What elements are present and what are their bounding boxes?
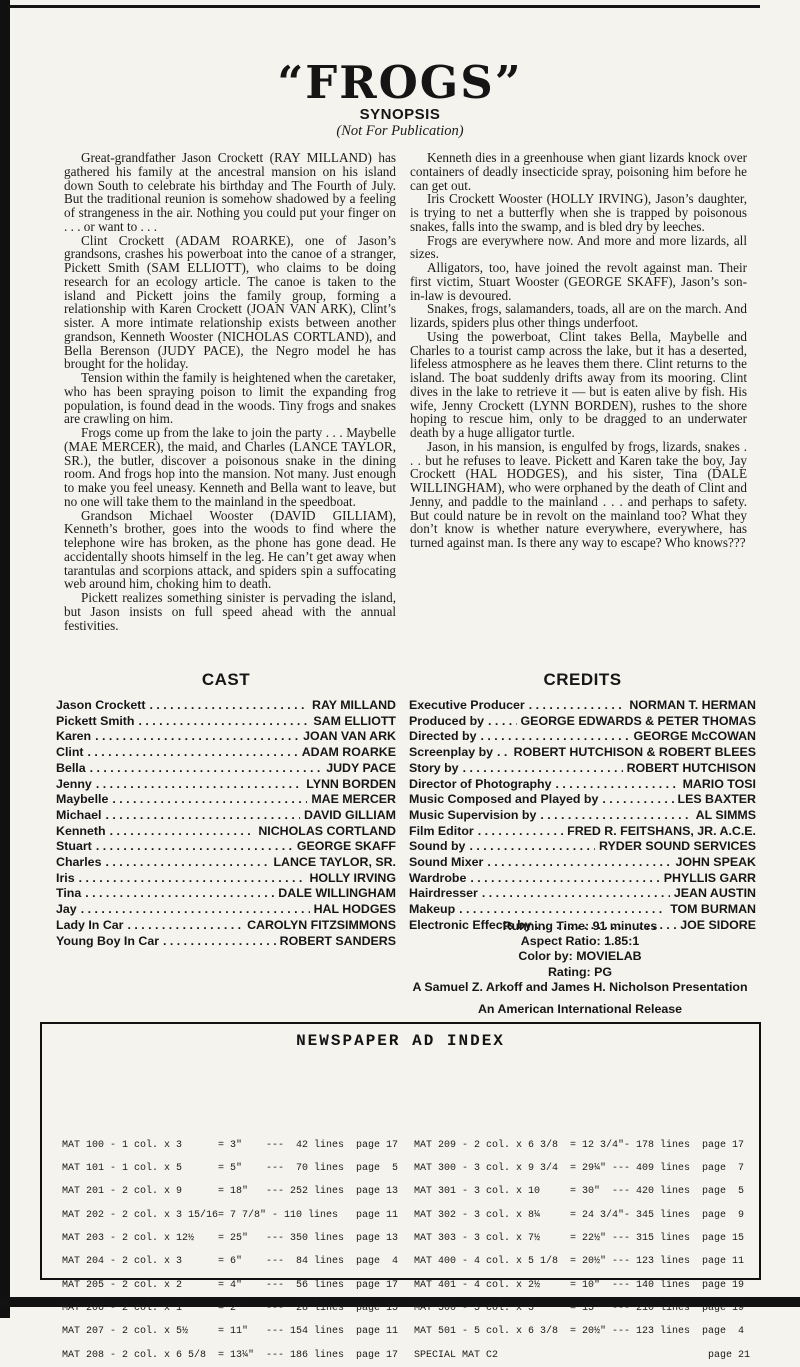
dot-leader bbox=[480, 729, 629, 745]
credit-name: ROBERT HUTCHISON & ROBERT BLEES bbox=[513, 745, 756, 760]
cast-section bbox=[56, 670, 396, 949]
credit-name: JEAN AUSTIN bbox=[673, 886, 756, 901]
ad-index-row: MAT 501 - 5 col. x 6 3/8 = 20½" --- 123 lines page 4 bbox=[414, 1326, 745, 1338]
cast-role: Clint bbox=[56, 745, 84, 760]
cast-role: Karen bbox=[56, 729, 92, 744]
running-time: Running Time: 91 minutes bbox=[502, 919, 658, 933]
credit-name: MARIO TOSI bbox=[682, 776, 756, 791]
synopsis-paragraph: Frogs are everywhere now. And more and more lizards, all sizes. bbox=[410, 232, 747, 262]
credit-role: Sound Mixer bbox=[409, 855, 484, 870]
cast-role: Iris bbox=[56, 870, 75, 885]
ad-index-row: MAT 208 - 2 col. x 6 5/8 = 13¼" --- 186 lines page 17 bbox=[62, 1349, 399, 1361]
cast-row bbox=[56, 934, 396, 950]
cast-actor: DAVID GILLIAM bbox=[303, 807, 396, 822]
scan-edge-left bbox=[0, 0, 10, 1318]
credit-name: GEORGE McCOWAN bbox=[633, 729, 756, 744]
credit-row bbox=[409, 729, 756, 745]
synopsis-note: (Not For Publication) bbox=[336, 123, 464, 139]
synopsis-paragraph: Jason, in his mansion, is engulfed by frogs, lizards, snakes . . . but he refuses to leave. Pickett and Karen take the boy, Jay Crockett (HAL HODGES), and his sister, Tina (DALE WILLINGHAM), who were orphaned by the death of Clint and Jenny, and paddle to the mainland . . . and perhaps to safety. But could nature be in revolt on the mainland too? What they don’t know is whether nature everywhere, everywhere, has turned against man. Is there any way to escape? Who knows??? bbox=[410, 438, 747, 550]
newspaper-ad-index-box bbox=[40, 1022, 761, 1361]
credit-role: Sound by bbox=[409, 839, 466, 854]
cast-role: Kenneth bbox=[56, 823, 106, 838]
cast-actor: LANCE TAYLOR, SR. bbox=[273, 855, 396, 870]
cast-row bbox=[56, 886, 396, 902]
cast-actor: LYNN BORDEN bbox=[306, 776, 396, 791]
cast-heading: CAST bbox=[201, 670, 251, 689]
cast-actor: GEORGE SKAFF bbox=[296, 839, 396, 854]
cast-role: Jason Crockett bbox=[56, 698, 146, 712]
cast-actor: MAE MERCER bbox=[311, 792, 396, 807]
dot-leader bbox=[90, 761, 323, 777]
ad-index-row: MAT 300 - 3 col. x 9 3/4 = 29¼" --- 409 lines page 7 bbox=[414, 1163, 745, 1175]
dot-leader bbox=[127, 918, 243, 934]
credit-name: ROBERT HUTCHISON bbox=[626, 760, 756, 775]
cast-row bbox=[56, 902, 396, 918]
cast-row bbox=[56, 855, 396, 871]
dot-leader bbox=[79, 871, 306, 887]
dot-leader bbox=[95, 729, 299, 745]
synopsis-paragraph: Snakes, frogs, salamanders, toads, all are on the march. And lizards, spiders plus other things underfoot. bbox=[410, 301, 747, 330]
credits-heading: CREDITS bbox=[543, 670, 622, 689]
synopsis-paragraph: Clint Crockett (ADAM ROARKE), one of Jason’s grandsons, crashes his powerboat into the canoe of a stranger, Pickett Smith (SAM ELLIOTT), who claims to be doing research for an ecology article. The canoe is taken to the island and Pickett joins the family group, forming a relationship with Karen Crockett (JOAN VAN ARK), Clint’s sister. A more intimate relationship exists between another grandson, Kenneth Wooster (NICHOLAS CORTLAND), and Bella Berenson (JUDY PACE), the Negro model he has brought for the holiday. bbox=[64, 232, 396, 372]
ad-index-row: MAT 101 - 1 col. x 5 = 5" --- 70 lines page 5 bbox=[62, 1163, 399, 1175]
credit-name: RYDER SOUND SERVICES bbox=[599, 839, 756, 854]
dot-leader bbox=[497, 745, 510, 761]
credit-role: Director of Photography bbox=[409, 776, 552, 791]
credit-name: GEORGE EDWARDS & PETER THOMAS bbox=[520, 713, 756, 728]
ad-index-row: MAT 209 - 2 col. x 6 3/8 = 12 3/4"- 178 lines page 17 bbox=[414, 1139, 745, 1151]
cast-row bbox=[56, 918, 396, 934]
cast-actor: RAY MILLAND bbox=[312, 698, 396, 712]
credit-row bbox=[409, 871, 756, 887]
cast-row bbox=[56, 729, 396, 745]
ad-index-heading: NEWSPAPER AD INDEX bbox=[296, 1032, 505, 1050]
credit-name: JOE SIDORE bbox=[680, 917, 756, 932]
dot-leader bbox=[112, 792, 307, 808]
color-by: Color by: MOVIELAB bbox=[518, 949, 642, 964]
dot-leader bbox=[150, 698, 308, 714]
cast-role: Michael bbox=[56, 807, 102, 822]
ad-index-row: SPECIAL MAT C2 page 21 bbox=[414, 1349, 751, 1361]
cast-actor: NICHOLAS CORTLAND bbox=[258, 823, 396, 838]
synopsis-paragraph: Pickett realizes something sinister is pervading the island, but Jason insists on full speed ahead with the annual festivities. bbox=[64, 590, 396, 633]
dot-leader bbox=[529, 698, 626, 714]
scan-edge-top bbox=[8, 5, 760, 8]
credit-role: Screenplay by bbox=[409, 745, 494, 760]
credit-role: Directed by bbox=[409, 729, 477, 744]
ad-index-row: MAT 205 - 2 col. x 2 = 4" --- 56 lines page 17 bbox=[62, 1279, 399, 1291]
synopsis-heading: SYNOPSIS bbox=[359, 106, 441, 123]
dot-leader bbox=[105, 855, 269, 871]
cast-actor: ADAM ROARKE bbox=[301, 745, 396, 760]
credit-name: AL SIMMS bbox=[695, 807, 756, 822]
credit-role: Music Supervision by bbox=[409, 807, 537, 822]
synopsis-paragraph: Frogs come up from the lake to join the party . . . Maybelle (MAE MERCER), the maid, and Charles (LANCE TAYLOR, SR.), the butler, discover a poisonous snake in the dining room. And frogs hop into the mansion. Not many. Just enough to make you feel uneasy. Kenneth and Bella want to leave, but no one will take them to the mainland in the speedboat. bbox=[64, 425, 396, 509]
cast-actor: DALE WILLINGHAM bbox=[278, 886, 396, 901]
dot-leader bbox=[463, 761, 623, 777]
cast-role: Bella bbox=[56, 760, 86, 775]
credit-row bbox=[409, 792, 756, 808]
synopsis-paragraph: Great-grandfather Jason Crockett (RAY MILLAND) has gathered his family at the ancestral mansion on his island down South to celebrate his birthday and The Fourth of July. But the traditional reunion is somehow shadowed by a feeling of strangeness in the air. Nothing you could put your finger on . . . or want to . . . bbox=[64, 150, 396, 234]
credit-name: FRED R. FEITSHANS, JR. A.C.E. bbox=[567, 823, 756, 838]
credit-row bbox=[409, 902, 756, 918]
synopsis-paragraph: Kenneth dies in a greenhouse when giant lizards knock over containers of deadly insecticide spray, poisoning him before he can get out. bbox=[410, 150, 747, 193]
ad-index-right-column bbox=[414, 1064, 750, 1367]
credit-row bbox=[409, 745, 756, 761]
credit-name: NORMAN T. HERMAN bbox=[629, 698, 756, 712]
credit-role: Hairdresser bbox=[409, 886, 478, 901]
ad-index-row: MAT 206 - 2 col. x 1 = 2" --- 28 lines page 15 bbox=[62, 1302, 399, 1314]
dot-leader bbox=[81, 902, 310, 918]
credit-role: Story by bbox=[409, 760, 459, 775]
credit-name: LES BAXTER bbox=[677, 792, 756, 807]
synopsis-paragraph: Grandson Michael Wooster (DAVID GILLIAM), Kenneth’s brother, goes into the woods to find where the telephone wire has broken, as the phone has gone dead. He accidentally shoots himself in the leg. He can’t get away when tarantulas and scorpions attack, and spiders spin a suffocating web around him, choking him to death. bbox=[64, 507, 396, 592]
credit-row bbox=[409, 855, 756, 871]
dot-leader bbox=[85, 886, 274, 902]
cast-role: Charles bbox=[56, 855, 102, 870]
ad-index-row: MAT 302 - 3 col. x 8¼ = 24 3/4"- 345 lines page 9 bbox=[414, 1209, 745, 1221]
credits-section bbox=[409, 670, 756, 934]
footer-gap bbox=[390, 995, 770, 1002]
cast-actor: ROBERT SANDERS bbox=[279, 933, 396, 948]
cast-role: Tina bbox=[56, 886, 82, 901]
ad-index-row: MAT 203 - 2 col. x 12½ = 25" --- 350 lines page 13 bbox=[62, 1233, 399, 1245]
cast-row bbox=[56, 714, 396, 730]
cast-row bbox=[56, 871, 396, 887]
cast-role: Pickett Smith bbox=[56, 713, 135, 728]
ad-index-row: MAT 207 - 2 col. x 5½ = 11" --- 154 lines page 11 bbox=[62, 1326, 399, 1338]
dot-leader bbox=[556, 777, 679, 793]
cast-row bbox=[56, 761, 396, 777]
credit-role: Executive Producer bbox=[409, 698, 525, 712]
dot-leader bbox=[478, 824, 563, 840]
dot-leader bbox=[88, 745, 298, 761]
cast-role: Jay bbox=[56, 902, 77, 917]
ad-index-row: MAT 100 - 1 col. x 3 = 3" --- 42 lines page 17 bbox=[62, 1139, 399, 1151]
credit-role: Electronic Effects by bbox=[409, 917, 532, 932]
synopsis-paragraph: Using the powerboat, Clint takes Bella, Maybelle and Charles to a tourist camp across the lake, but it has a deserted, lifeless atmosphere as he leaves them there. Clint returns to the island. The boat suddenly drifts away from its mooring. Clint dives in the lake to retrieve it — but is eaten alive by fish. His wife, Jenny Crockett (LYNN BORDEN), rushes to the shore hoping to rescue him, only to be dragged to an underwater death by a huge alligator turtle. bbox=[410, 328, 747, 440]
credits-list bbox=[409, 698, 756, 934]
dot-leader bbox=[96, 777, 302, 793]
rating: Rating: PG bbox=[547, 964, 613, 979]
ad-index-row: MAT 204 - 2 col. x 3 = 6" --- 84 lines page 4 bbox=[62, 1256, 399, 1268]
cast-role: Lady In Car bbox=[56, 917, 124, 932]
cast-row bbox=[56, 792, 396, 808]
dot-leader bbox=[540, 808, 691, 824]
ad-index-row: MAT 301 - 3 col. x 10 = 30" --- 420 lines page 5 bbox=[414, 1186, 745, 1198]
cast-row bbox=[56, 745, 396, 761]
ad-index-row: MAT 500 - 5 col. x 3 = 15" --- 210 lines page 19 bbox=[414, 1302, 745, 1314]
dot-leader bbox=[488, 714, 517, 730]
credit-name: JOHN SPEAK bbox=[675, 855, 756, 870]
dot-leader bbox=[139, 714, 310, 730]
ad-index-row: MAT 201 - 2 col. x 9 = 18" --- 252 lines page 13 bbox=[62, 1186, 399, 1198]
cast-row bbox=[56, 824, 396, 840]
dot-leader bbox=[482, 886, 670, 902]
synopsis-right-column bbox=[410, 151, 747, 550]
dot-leader bbox=[602, 792, 673, 808]
credit-role: Film Editor bbox=[409, 823, 474, 838]
dot-leader bbox=[470, 871, 659, 887]
movie-title: “FROGS” bbox=[277, 56, 523, 109]
dot-leader bbox=[487, 855, 671, 871]
cast-actor: HAL HODGES bbox=[313, 902, 396, 917]
credit-role: Music Composed and Played by bbox=[409, 792, 599, 807]
ad-index-row: MAT 401 - 4 col. x 2½ = 10" --- 140 lines page 19 bbox=[414, 1279, 745, 1291]
credit-row bbox=[409, 714, 756, 730]
credit-row bbox=[409, 839, 756, 855]
release-line: An American International Release bbox=[477, 1002, 683, 1017]
ad-index-left-column bbox=[62, 1064, 398, 1367]
dot-leader bbox=[163, 934, 276, 950]
credit-name: PHYLLIS GARR bbox=[663, 870, 756, 885]
cast-list bbox=[56, 698, 396, 949]
credit-row bbox=[409, 698, 756, 714]
aspect-ratio: Aspect Ratio: 1.85:1 bbox=[520, 934, 640, 949]
credit-role: Makeup bbox=[409, 902, 456, 917]
cast-row bbox=[56, 777, 396, 793]
cast-actor: JOAN VAN ARK bbox=[303, 729, 396, 744]
cast-row bbox=[56, 698, 396, 714]
dot-leader bbox=[96, 839, 293, 855]
credits-footer bbox=[390, 919, 770, 1017]
cast-role: Stuart bbox=[56, 839, 92, 854]
credit-row bbox=[409, 777, 756, 793]
presentation-line: A Samuel Z. Arkoff and James H. Nicholson Presentation bbox=[412, 979, 748, 994]
synopsis-paragraph: Alligators, too, have joined the revolt against man. Their first victim, Stuart Wooster (GEORGE SKAFF), Jason’s son-in-law is devoured. bbox=[410, 260, 747, 303]
ad-index-row: MAT 202 - 2 col. x 3 15/16= 7 7/8" - 110 lines page 11 bbox=[62, 1209, 399, 1221]
credit-row bbox=[409, 761, 756, 777]
synopsis-left-column bbox=[64, 151, 396, 632]
dot-leader bbox=[105, 808, 300, 824]
ad-index-row: MAT 303 - 3 col. x 7½ = 22½" --- 315 lines page 15 bbox=[414, 1233, 745, 1245]
cast-role: Jenny bbox=[56, 776, 92, 791]
cast-row bbox=[56, 808, 396, 824]
cast-role: Young Boy In Car bbox=[56, 933, 160, 948]
cast-row bbox=[56, 839, 396, 855]
cast-role: Maybelle bbox=[56, 792, 109, 807]
dot-leader bbox=[110, 824, 255, 840]
synopsis-paragraph: Tension within the family is heightened when the caretaker, who has been spraying poison to limit the expanding frog population, is found dead in the woods. Tiny frogs and snakes are crawling on him. bbox=[64, 370, 396, 427]
credit-role: Wardrobe bbox=[409, 870, 467, 885]
synopsis-paragraph: Iris Crockett Wooster (HOLLY IRVING), Jason’s daughter, is trying to net a butterfly when she is trapped by poisonous snakes, falls into the swamp, and is bled dry by leeches. bbox=[410, 191, 747, 234]
credit-row bbox=[409, 824, 756, 840]
cast-actor: JUDY PACE bbox=[326, 760, 396, 775]
credit-row bbox=[409, 808, 756, 824]
cast-actor: CAROLYN FITZSIMMONS bbox=[247, 917, 396, 932]
credit-row bbox=[409, 886, 756, 902]
cast-actor: SAM ELLIOTT bbox=[313, 713, 396, 728]
cast-actor: HOLLY IRVING bbox=[309, 870, 396, 885]
ad-index-row: MAT 400 - 4 col. x 5 1/8 = 20½" --- 123 lines page 11 bbox=[414, 1256, 745, 1268]
credit-role: Produced by bbox=[409, 713, 485, 728]
credit-name: TOM BURMAN bbox=[670, 902, 756, 917]
dot-leader bbox=[459, 902, 666, 918]
dot-leader bbox=[469, 839, 595, 855]
